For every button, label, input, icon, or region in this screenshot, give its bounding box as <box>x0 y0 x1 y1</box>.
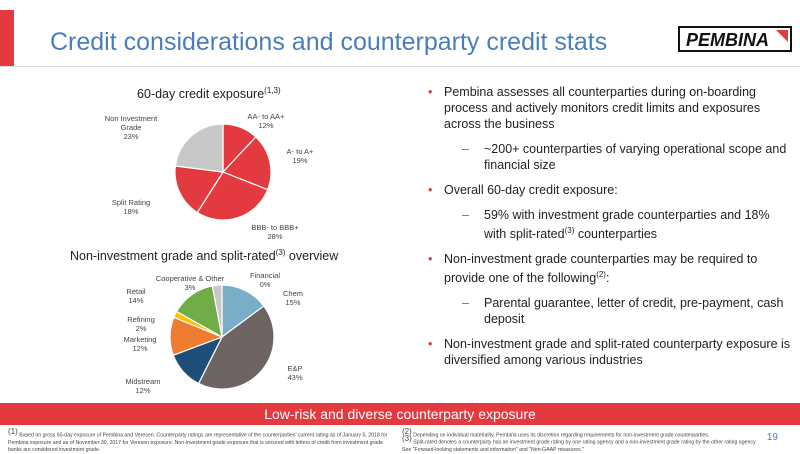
bullet-text: : <box>605 271 610 286</box>
bullet-text: Parental guarantee, letter of credit, pre-payment, cash deposit <box>484 296 784 327</box>
slice-value-label: 0% <box>259 280 271 289</box>
slice-category-label: Marketing <box>123 335 157 344</box>
bullet-marker: • <box>428 337 433 352</box>
slice-value-label: 18% <box>123 207 139 216</box>
footnote-1: $^{(1)}$ Based on gross 60-day exposure of Pembina and Veresen. Counterparty ratings are representative of the counterparties' current rating as of January 5, 2018 for Pembina exposure and as of November 30, 2017 for Veresen exposure. Non-investment grade exposure that is secured with letters of credit from investment grade banks are considered investment grade. <box>8 427 388 453</box>
slice-value-label: 3% <box>184 283 196 292</box>
slice-value-label: 14% <box>128 296 144 305</box>
dash-marker: – <box>462 208 469 222</box>
pie-chart-2 <box>124 271 303 395</box>
dash-marker: – <box>462 296 469 311</box>
bullet-item <box>428 251 790 286</box>
bullet-text: ~200+ counterparties of varying operational scope and financial size <box>484 142 787 172</box>
page-number: 19 <box>766 432 778 443</box>
bullet-item <box>428 336 790 368</box>
slice-value-label: 28% <box>267 232 283 241</box>
slice-category-label: BBB- to BBB+ <box>251 223 299 232</box>
slice-category-label: AA- to AA+ <box>247 112 285 121</box>
bullet-marker: • <box>428 85 433 99</box>
pie-chart-1 <box>105 112 314 241</box>
page-title: Credit considerations and counterparty credit stats <box>50 28 608 56</box>
bullet-footnote-ref: (2) <box>596 270 606 280</box>
bullet-text: Pembina assesses all counterparties during on-boarding process and actively monitors credit limits and exposures across the business <box>444 85 761 131</box>
bullet-marker: • <box>428 183 433 197</box>
bullet-text: Overall 60-day credit exposure: <box>444 183 618 197</box>
slice-value-label: 2% <box>135 324 147 333</box>
pie-slice <box>175 124 223 172</box>
slice-value-label: 43% <box>287 373 303 382</box>
sub-bullet-item <box>428 295 790 327</box>
summary-banner: Low-risk and diverse counterparty exposure <box>0 403 800 425</box>
svg-text:PEMBINA: PEMBINA <box>686 30 770 50</box>
bullet-text: 59% with investment grade counterparties and 18% with split-rated <box>484 208 770 242</box>
charts-canvas <box>0 0 420 400</box>
slice-value-label: 15% <box>285 298 301 307</box>
bullet-text: Non-investment grade and split-rated counterparty exposure is diversified among various industries <box>444 337 791 368</box>
bullet-footnote-ref: (3) <box>564 226 575 235</box>
chart1-title: 60-day credit exposure$^{(1,3)}$ <box>137 86 281 102</box>
slice-value-label: 12% <box>132 344 148 353</box>
slice-value-label: 23% <box>123 132 139 141</box>
footnote-2: $^{(2)}$ Depending on individual materiality. Pembina uses its discretion regarding requirements for non-investment grade counterparties. <box>402 427 710 439</box>
slice-value-label: 12% <box>135 386 151 395</box>
slice-category-label: Refining <box>127 315 155 324</box>
slice-category-label: Non Investment Grade <box>104 114 158 132</box>
footnote-3: $^{(3)}$ Split-rated denotes a counterparty has an investment grade rating by one rating agency and a non-investment grade rating by the other rating agency. See "Forward-looking statements and information" and "Non-GAAP measures." <box>402 434 757 453</box>
bullet-text: counterparties <box>574 227 658 242</box>
sub-bullet-item <box>428 207 790 242</box>
slice-category-label: Financial <box>249 271 281 280</box>
slice-category-label: E&P <box>287 364 303 373</box>
slice-category-label: Midstream <box>125 377 161 386</box>
chart2-title: Non-investment grade and split-rated$^{(3)}$ overview <box>70 248 339 264</box>
dash-marker: – <box>462 142 469 156</box>
slice-category-label: Cooperative & Other <box>155 274 225 283</box>
slice-category-label: Retail <box>126 287 146 296</box>
pembina-logo <box>678 26 792 52</box>
slice-category-label: Split Rating <box>111 198 151 207</box>
bullet-item <box>428 84 790 132</box>
slice-value-label: 19% <box>292 156 308 165</box>
sub-bullet-item <box>428 141 790 173</box>
bullet-marker: • <box>428 252 433 267</box>
slice-category-label: Chem <box>282 289 304 298</box>
bullet-item <box>428 182 790 198</box>
bullet-list <box>428 84 790 377</box>
bullet-text: Non-investment grade counterparties may be required to provide one of the following <box>444 252 758 286</box>
slice-value-label: 12% <box>258 121 274 130</box>
slice-category-label: A- to A+ <box>286 147 314 156</box>
